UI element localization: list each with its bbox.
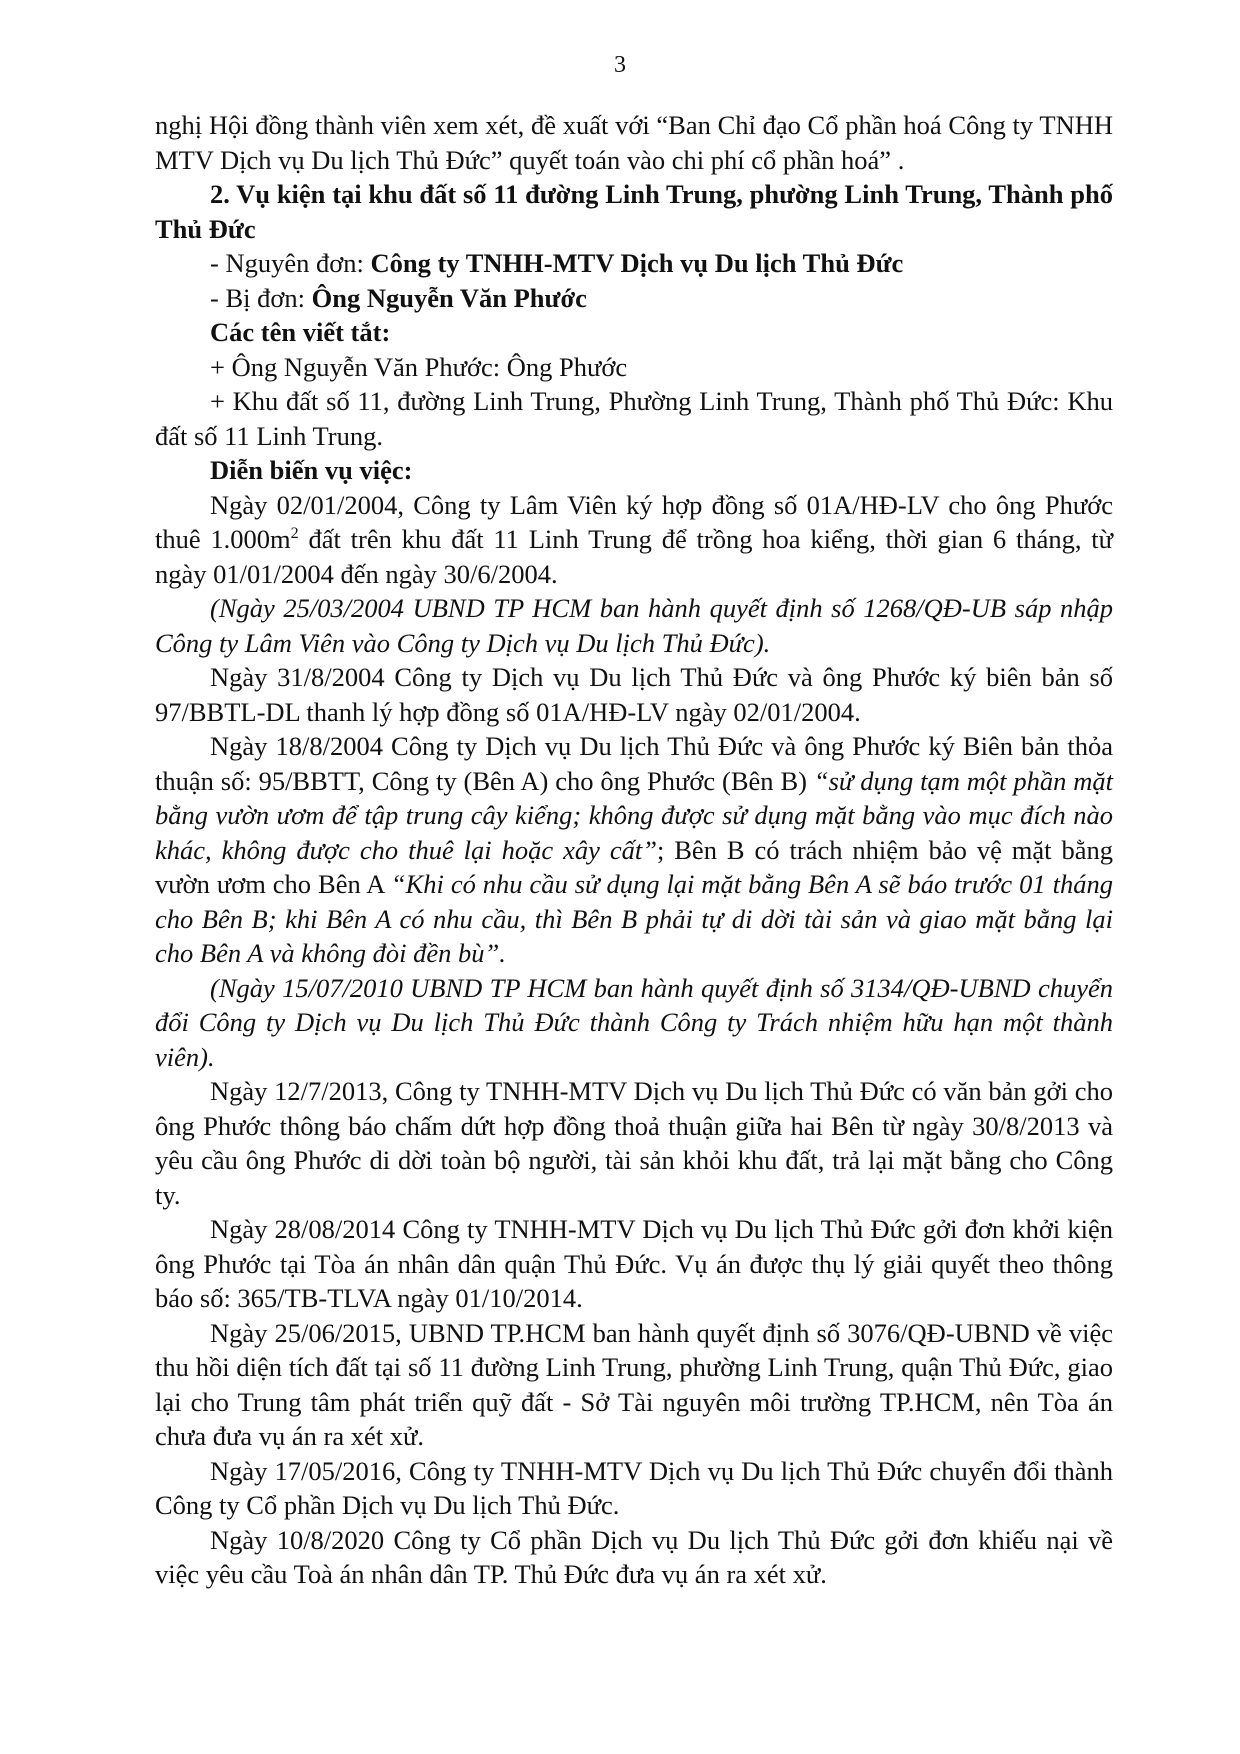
superscript: 2: [290, 525, 299, 543]
quoted-clause: “sử dụng tạm một phần mặt bằng vườn ươm để tập trung cây kiểng; không được sử dụng mặt bằng vào mục đích nào khác, không được cho thuê lại hoặc xây cất”: [155, 765, 1113, 865]
defendant-label: - Bị đơn:: [210, 282, 312, 313]
event-paragraph: Ngày 25/06/2015, UBND TP.HCM ban hành quyết định số 3076/QĐ-UBND về việc thu hồi diện tích đất tại số 11 đường Linh Trung, phường Linh Trung, quận Thủ Đức, giao lại cho Trung tâm phát triển quỹ đất - Sở Tài nguyên môi trường TP.HCM, nên Tòa án chưa đưa vụ án ra xét xử.: [155, 1317, 1113, 1451]
event-text: đất trên khu đất 11 Linh Trung để trồng hoa kiểng, thời gian 6 tháng, từ ngày 01/01/2004 đến ngày 30/6/2004.: [155, 524, 1113, 589]
event-paragraph: Ngày 17/05/2016, Công ty TNHH-MTV Dịch vụ Du lịch Thủ Đức chuyển đổi thành Công ty Cổ phần Dịch vụ Du lịch Thủ Đức.: [155, 1455, 1113, 1520]
event-paragraph: [155, 729, 1113, 971]
abbreviations-heading: Các tên viết tắt:: [210, 317, 391, 347]
defendant-line: [155, 281, 1113, 316]
event-text: Ngày 18/8/2004 Công ty Dịch vụ Du lịch Thủ Đức và ông Phước ký Biên bản thỏa thuận số: 95/BBTT, Công ty (Bên A) cho ông Phước (Bên B): [155, 731, 1113, 796]
events-heading: Diễn biến vụ việc:: [210, 455, 413, 485]
abbreviation-item: + Ông Nguyễn Văn Phước: Ông Phước: [210, 351, 628, 382]
paragraph-continuation: nghị Hội đồng thành viên xem xét, đề xuất với “Ban Chỉ đạo Cổ phần hoá Công ty TNHH MTV Dịch vụ Du lịch Thủ Đức” quyết toán vào chi phí cổ phần hoá” .: [155, 110, 1113, 175]
event-paragraph: Ngày 31/8/2004 Công ty Dịch vụ Du lịch Thủ Đức và ông Phước ký biên bản số 97/BBTL-DL thanh lý hợp đồng số 01A/HĐ-LV ngày 02/01/2004.: [155, 662, 1113, 727]
document-body: [155, 108, 1113, 1592]
page-number: 3: [614, 52, 626, 78]
event-paragraph: [155, 488, 1113, 592]
plaintiff-value: Công ty TNHH-MTV Dịch vụ Du lịch Thủ Đức: [370, 248, 904, 278]
quoted-clause: “Khi có nhu cầu sử dụng lại mặt bằng Bên A sẽ báo trước 01 tháng cho Bên B; khi Bên A có nhu cầu, thì Bên B phải tự di dời tài sản và giao mặt bằng lại cho Bên A và không đòi đền bù”.: [155, 869, 1113, 968]
event-note: (Ngày 25/03/2004 UBND TP HCM ban hành quyết định số 1268/QĐ-UB sáp nhập Công ty Lâm Viên vào Công ty Dịch vụ Du lịch Thủ Đức).: [155, 593, 1113, 658]
abbreviation-item: + Khu đất số 11, đường Linh Trung, Phường Linh Trung, Thành phố Thủ Đức: Khu đất số 11 Linh Trung.: [155, 386, 1113, 451]
event-paragraph: Ngày 12/7/2013, Công ty TNHH-MTV Dịch vụ Du lịch Thủ Đức có văn bản gởi cho ông Phước thông báo chấm dứt hợp đồng thoả thuận giữa hai Bên từ ngày 30/8/2013 và yêu cầu ông Phước di dời toàn bộ người, tài sản khỏi khu đất, trả lại mặt bằng cho Công ty.: [155, 1076, 1113, 1210]
event-text: Ngày 02/01/2004, Công ty Lâm Viên ký hợp đồng số 01A/HĐ-LV cho ông Phước thuê 1.000m: [155, 489, 1113, 554]
event-paragraph: Ngày 10/8/2020 Công ty Cổ phần Dịch vụ Du lịch Thủ Đức gởi đơn khiếu nại về việc yêu cầu Toà án nhân dân TP. Thủ Đức đưa vụ án ra xét xử.: [155, 1524, 1113, 1589]
plaintiff-label: - Nguyên đơn:: [210, 248, 371, 278]
event-note: (Ngày 15/07/2010 UBND TP HCM ban hành quyết định số 3134/QĐ-UBND chuyển đổi Công ty Dịch vụ Du lịch Thủ Đức thành Công ty Trách nhiệm hữu hạn một thành viên).: [155, 972, 1113, 1072]
plaintiff-line: [155, 246, 1113, 281]
defendant-value: Ông Nguyễn Văn Phước: [311, 282, 587, 313]
section-heading: 2. Vụ kiện tại khu đất số 11 đường Linh Trung, phường Linh Trung, Thành phố Thủ Đức: [155, 179, 1113, 244]
event-paragraph: Ngày 28/08/2014 Công ty TNHH-MTV Dịch vụ Du lịch Thủ Đức gởi đơn khởi kiện ông Phước tại Tòa án nhân dân quận Thủ Đức. Vụ án được thụ lý giải quyết theo thông báo số: 365/TB-TLVA ngày 01/10/2014.: [155, 1214, 1113, 1313]
event-text: ; Bên B có trách nhiệm bảo vệ mặt bằng vườn ươm cho Bên A: [155, 834, 1113, 899]
